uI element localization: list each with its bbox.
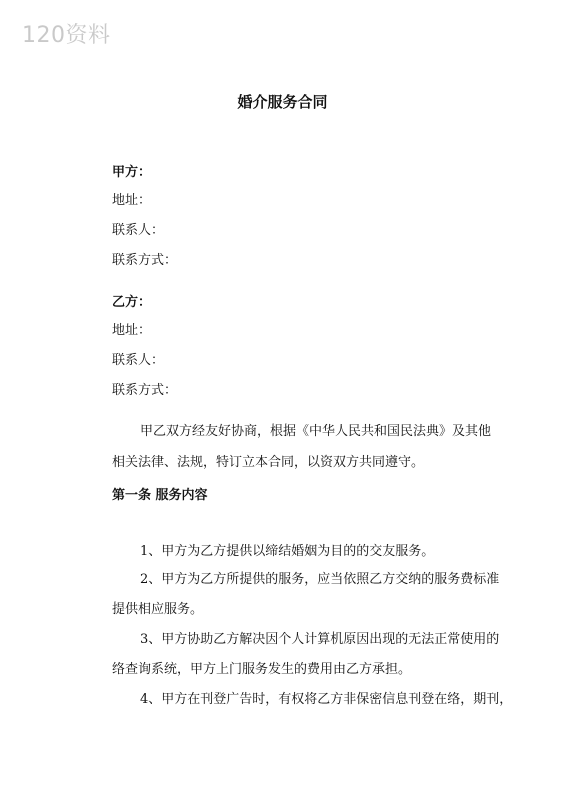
article-1-item-2-line-2: 提供相应服务。 (112, 602, 204, 617)
party-a-contact: 联系人： (112, 223, 165, 238)
party-b-contact: 联系人： (112, 353, 165, 368)
preamble-line-2: 相关法律、法规，特订立本合同，以资双方共同遵守。 (112, 455, 425, 470)
party-a-address: 地址： (112, 193, 152, 208)
article-1-item-3-line-2: 络查询系统，甲方上门服务发生的费用由乙方承担。 (112, 662, 412, 677)
party-b-label: 乙方： (112, 295, 152, 310)
article-1-heading: 第一条 服务内容 (112, 488, 208, 503)
preamble-line-1: 甲乙双方经友好协商，根据《中华人民共和国民法典》及其他 (140, 424, 492, 439)
article-1-item-4-line-1: 4、甲方在刊登广告时，有权将乙方非保密信息刊登在络，期刊， (140, 692, 513, 707)
party-a-label: 甲方： (112, 165, 152, 180)
document-title: 婚介服务合同 (237, 93, 328, 111)
party-b-contact-method: 联系方式： (112, 383, 178, 398)
party-a-contact-method: 联系方式： (112, 253, 178, 268)
article-1-item-2-line-1: 2、甲方为乙方所提供的服务，应当依照乙方交纳的服务费标准 (140, 572, 500, 587)
article-1-item-3-line-1: 3、甲方协助乙方解决因个人计算机原因出现的无法正常使用的 (140, 632, 500, 647)
article-1-item-1: 1、甲方为乙方提供以缔结婚姻为目的的交友服务。 (140, 544, 435, 559)
watermark: 120资料 (22, 23, 111, 48)
party-b-address: 地址： (112, 323, 152, 338)
